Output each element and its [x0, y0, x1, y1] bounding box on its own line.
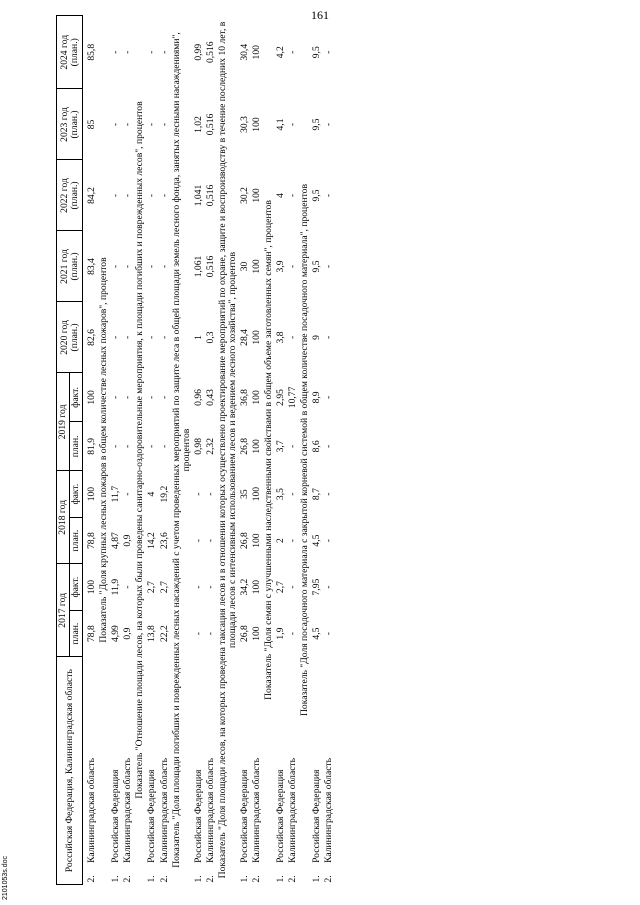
row-region-name: Калининградская область	[122, 757, 134, 863]
table-cell-value: 0,3	[204, 331, 216, 344]
indicator-row	[263, 16, 275, 885]
table-cell-value: 0,516	[204, 113, 216, 136]
table-cell-value: 78,8	[86, 532, 98, 549]
row-index: 2.	[323, 875, 335, 883]
table-cell-value: 100	[251, 439, 262, 454]
table-cell-value: -	[158, 193, 170, 198]
table-row	[86, 16, 98, 885]
table-cell-value: -	[122, 335, 134, 340]
table-cell-value: 4	[275, 193, 287, 198]
table-row	[287, 16, 299, 885]
footer-filename: 2101053s.doc	[2, 856, 9, 900]
table-row	[239, 16, 251, 885]
table-cell-value: -	[287, 122, 299, 127]
table-cell-value: 4,5	[311, 534, 323, 547]
header-sub: факт.	[70, 373, 83, 422]
table-cell-value: 0,99	[192, 43, 204, 61]
table-cell-value: 0,516	[204, 41, 216, 64]
table-cell-value: 10,77	[287, 386, 299, 409]
table-cell-value: 36,8	[238, 389, 250, 406]
page-number: 161	[311, 8, 329, 22]
table-cell-value: 0,9	[122, 534, 134, 547]
row-region-name: Калининградская область	[323, 757, 335, 863]
table-cell-value: 4,5	[311, 627, 323, 640]
table-cell-value: 3,9	[275, 260, 287, 273]
table-cell-value: 35	[238, 489, 250, 499]
row-region-name: Российская Федерация	[311, 769, 323, 863]
table-cell-value: -	[287, 492, 299, 496]
table-cell-value: 1,061	[192, 255, 204, 278]
indicator-title: Показатель "Доля посадочного материала с закрытой корневой системой в общем количестве посадочного материала", процентов	[299, 184, 311, 716]
data-table	[56, 15, 335, 885]
row-index: 2.	[158, 875, 170, 883]
table-row	[146, 16, 158, 885]
table-cell-value: -	[146, 193, 158, 198]
indicator-row	[171, 16, 193, 885]
table-cell-value: 100	[251, 188, 262, 203]
table-cell-value: -	[323, 335, 335, 340]
table-row	[193, 16, 205, 885]
table-cell-value: -	[287, 264, 299, 269]
indicator-title: Показатель "Доля площади лесов, на которых проведена таксация лесов и в отношении которых осуществлено проектирование мероприятий по охране, защите и воспроизводству в течение последних 10 лет, в площади лесов с интенсивным использованием лесов и ведением лесного хозяйства", процентов	[216, 21, 238, 879]
table-cell-value: 3,8	[275, 331, 287, 344]
row-region-name: Калининградская область	[287, 757, 299, 863]
table-cell-value: 13,8	[146, 625, 158, 642]
table-cell-value: 30,2	[238, 187, 250, 204]
row-index: 1.	[311, 875, 323, 883]
table-cell-value: 100	[251, 579, 262, 595]
table-cell-value: -	[323, 492, 335, 496]
table-cell-value: -	[287, 335, 299, 340]
table-row	[205, 16, 217, 885]
table-cell-value: -	[110, 444, 122, 448]
row-region-name: Российская Федерация	[146, 769, 158, 863]
table-cell-value: 1,02	[192, 116, 204, 133]
table-cell-value: 1,9	[275, 627, 287, 640]
table-cell-value: -	[146, 122, 158, 127]
table-cell-value: 28,4	[238, 329, 250, 346]
table-cell-value: 0,43	[204, 389, 216, 406]
header-year-2022: 2022 год (план.)	[57, 160, 83, 231]
row-region-name: Российская Федерация	[275, 769, 287, 863]
table-cell-value: 0,516	[204, 184, 216, 207]
header-year-2017: 2017 год	[57, 564, 70, 657]
table-cell-value: -	[122, 395, 134, 400]
table-cell-value: 9,5	[311, 189, 323, 202]
table-cell-value: 0,96	[192, 389, 204, 406]
table-row	[251, 16, 263, 885]
table-cell-value: 8,9	[311, 391, 323, 404]
table-cell-value: 2,95	[275, 389, 287, 406]
table-cell-value: -	[323, 264, 335, 269]
table-cell-value: 100	[251, 390, 262, 405]
indicator-row	[134, 16, 146, 885]
table-cell-value: 81,9	[86, 437, 98, 455]
table-cell-value: -	[158, 444, 170, 448]
table-cell-value: 100	[251, 117, 262, 132]
table-cell-value: -	[192, 632, 204, 636]
table-cell-value: 3,5	[275, 488, 287, 501]
table-cell-value: -	[110, 264, 122, 269]
row-region-name: Российская Федерация	[238, 769, 250, 863]
table-cell-value: 9,5	[311, 260, 323, 273]
table-cell-value: -	[158, 264, 170, 269]
table-cell-value: -	[122, 50, 134, 54]
row-index: 1.	[146, 875, 158, 883]
table-cell-value: 78,8	[86, 625, 98, 642]
header-row-years	[57, 16, 70, 885]
table-cell-value: -	[122, 492, 134, 496]
table-cell-value: -	[204, 492, 216, 496]
table-cell-value: -	[146, 444, 158, 448]
table-body	[83, 16, 336, 885]
table-cell-value: -	[204, 585, 216, 589]
indicator-row	[217, 16, 239, 885]
row-region-name: Калининградская область	[251, 757, 262, 863]
table-cell-value: 4	[146, 491, 158, 497]
table-cell-value: -	[323, 632, 335, 636]
row-index: 2.	[122, 875, 134, 883]
table-cell-value: 2,7	[158, 581, 170, 594]
table-cell-value: 2,7	[146, 581, 158, 594]
table-cell-value: 1,041	[192, 184, 204, 207]
row-region-name: Калининградская область	[204, 757, 216, 863]
table-cell-value: -	[122, 444, 134, 448]
table-cell-value: 2,32	[204, 437, 216, 455]
header-region: Российская Федерация, Калининградская область	[57, 657, 83, 885]
table-cell-value: -	[287, 539, 299, 543]
table-cell-value: 100	[251, 533, 262, 548]
table-cell-value: -	[158, 335, 170, 340]
table-cell-value: -	[110, 50, 122, 54]
table-row	[323, 16, 335, 885]
table-cell-value: 34,2	[238, 578, 250, 596]
row-index: 2.	[251, 875, 262, 883]
row-index: 2.	[204, 875, 216, 883]
row-index: 1.	[238, 875, 250, 883]
table-cell-value: -	[192, 539, 204, 543]
table-row	[122, 16, 134, 885]
table-cell-value: -	[192, 492, 204, 496]
table-cell-value: -	[110, 193, 122, 198]
header-sub: план.	[70, 610, 83, 657]
table-cell-value: 26,8	[238, 625, 250, 642]
indicator-row	[299, 16, 311, 885]
table-cell-value: 4,87	[110, 532, 122, 549]
table-cell-value: 14,2	[146, 532, 158, 549]
table-cell-value: 0,516	[204, 255, 216, 278]
table-cell-value: -	[323, 50, 335, 54]
table-row	[110, 16, 122, 885]
table-cell-value: 100	[251, 626, 262, 641]
table-cell-value: -	[323, 585, 335, 589]
table-cell-value: -	[146, 264, 158, 269]
indicator-title: Показатель "Доля семян с улучшенными наследственными свойствами в общем объеме заготовленных семян", процентов	[263, 200, 275, 700]
row-region-name: Российская Федерация	[110, 769, 122, 863]
table-cell-value: -	[146, 335, 158, 340]
table-row	[159, 16, 171, 885]
row-index: 1.	[110, 875, 122, 883]
table-cell-value: -	[158, 50, 170, 54]
header-sub: план.	[70, 422, 83, 471]
header-year-2023: 2023 год (план.)	[57, 89, 83, 160]
header-year-2021: 2021 год (план.)	[57, 231, 83, 302]
table-cell-value: -	[323, 539, 335, 543]
table-row	[311, 16, 323, 885]
table-cell-value: 30,3	[238, 116, 250, 133]
table-cell-value: -	[287, 444, 299, 448]
table-cell-value: 0,98	[192, 437, 204, 455]
row-region-name: Калининградская область	[158, 757, 170, 863]
table-cell-value: 100	[86, 579, 98, 595]
table-cell-value: -	[122, 193, 134, 198]
table-cell-value: 26,8	[238, 437, 250, 455]
table-cell-value: -	[323, 122, 335, 127]
table-cell-value: -	[323, 395, 335, 400]
table-cell-value: 3,7	[275, 440, 287, 453]
table-cell-value: 85,8	[86, 43, 98, 61]
indicator-row	[98, 16, 110, 885]
table-cell-value: 8,7	[311, 488, 323, 501]
header-year-2020: 2020 год (план.)	[57, 302, 83, 373]
indicator-title: Показатель "Отношение площади лесов, на которых были проведены санитарно-оздоровительные мероприятия, к площади погибших и поврежденных лесов", процентов	[134, 101, 146, 799]
table-cell-value: 9,5	[311, 46, 323, 59]
table-cell-value: -	[110, 122, 122, 127]
table-cell-value: 9,5	[311, 118, 323, 131]
table-cell-value: -	[287, 50, 299, 54]
table-cell-value: -	[323, 193, 335, 198]
header-sub: план.	[70, 517, 83, 564]
table-cell-value: 85	[86, 119, 98, 130]
indicator-title: Показатель "Доля площади погибших и поврежденных лесных насаждений с учетом проведенных мероприятий по защите леса в общей площади земель лесного фонда, занятых лесными насаждениями", процентов	[170, 32, 192, 868]
table-cell-value: 26,8	[238, 532, 250, 549]
table-cell-value: 100	[251, 486, 262, 502]
table-cell-value: -	[146, 50, 158, 54]
table-cell-value: 0,9	[122, 627, 134, 640]
row-index: 1.	[275, 875, 287, 883]
table-cell-value: -	[192, 585, 204, 589]
table-cell-value: 9	[311, 335, 323, 340]
table-cell-value: 2	[275, 538, 287, 543]
table-cell-value: -	[204, 539, 216, 543]
row-index: 2.	[86, 875, 98, 883]
table-cell-value: -	[110, 395, 122, 400]
table-cell-value: 100	[86, 390, 98, 405]
table-cell-value: 30	[238, 261, 250, 272]
table-cell-value: 83,4	[86, 258, 98, 275]
table-cell-value: 4,1	[275, 118, 287, 131]
table-cell-value: -	[122, 122, 134, 127]
header-year-2019: 2019 год	[57, 373, 70, 471]
header-year-2018: 2018 год	[57, 471, 70, 564]
table-cell-value: 100	[251, 259, 262, 274]
table-cell-value: -	[287, 585, 299, 589]
table-cell-value: 23,6	[158, 532, 170, 549]
table-cell-value: 100	[251, 330, 262, 345]
table-cell-value: -	[122, 585, 134, 589]
header-year-2024: 2024 год (план.)	[57, 16, 83, 90]
row-region-name: Российская Федерация	[192, 769, 204, 863]
table-cell-value: 100	[86, 486, 98, 502]
table-cell-value: -	[204, 632, 216, 636]
row-index: 1.	[192, 875, 204, 883]
table-cell-value: -	[323, 444, 335, 448]
table-cell-value: 84,2	[86, 187, 98, 204]
header-sub: факт.	[70, 471, 83, 518]
table-cell-value: 82,6	[86, 329, 98, 346]
rotated-table-frame	[56, 15, 586, 885]
header-sub: факт.	[70, 564, 83, 611]
table-cell-value: -	[287, 632, 299, 636]
row-index: 2.	[287, 875, 299, 883]
table-cell-value: 8,6	[311, 440, 323, 453]
table-cell-value: 4,99	[110, 625, 122, 642]
table-cell-value: 4,2	[275, 46, 287, 59]
table-cell-value: 19,2	[158, 485, 170, 503]
table-cell-value: -	[158, 122, 170, 127]
table-cell-value: 11,9	[110, 578, 122, 596]
table-row	[275, 16, 287, 885]
table-cell-value: 2,7	[275, 581, 287, 594]
table-cell-value: 100	[251, 45, 262, 60]
table-cell-value: -	[122, 264, 134, 269]
table-cell-value: -	[287, 193, 299, 198]
table-cell-value: -	[158, 395, 170, 400]
table-cell-value: 30,4	[238, 43, 250, 61]
table-cell-value: 22,2	[158, 625, 170, 642]
table-cell-value: 7,95	[311, 578, 323, 596]
indicator-title: Показатель "Доля крупных лесных пожаров в общем количестве лесных пожаров", процентов	[98, 257, 110, 643]
row-region-name: Калининградская область	[86, 757, 98, 863]
table-cell-value: -	[146, 395, 158, 400]
table-cell-value: 1	[192, 335, 204, 340]
table-cell-value: -	[110, 335, 122, 340]
table-cell-value: 11,7	[110, 485, 122, 503]
